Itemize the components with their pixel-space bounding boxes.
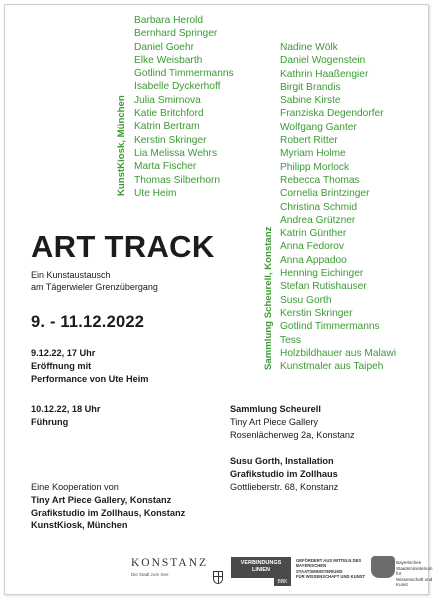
artist-name: Daniel Goehr bbox=[134, 41, 195, 53]
event-dates: 9. - 11.12.2022 bbox=[31, 313, 145, 331]
venue-org: Tiny Art Piece Gallery bbox=[230, 416, 318, 427]
konstanz-crest-icon bbox=[213, 571, 223, 584]
artist-name: Isabelle Dyckerhoff bbox=[134, 81, 221, 93]
funding-line: BAYERISCHEN STAATSMINISTERIUMS bbox=[296, 563, 343, 574]
artist-name: Tess bbox=[280, 334, 301, 346]
venue-name: Sammlung Scheurell bbox=[230, 404, 321, 414]
artist-name: Bernhard Springer bbox=[134, 28, 218, 40]
artist-name: Barbara Herold bbox=[134, 15, 204, 26]
event-opening bbox=[31, 347, 148, 385]
event-opening-title: Eröffnung mit bbox=[31, 360, 92, 371]
artist-name: Kerstin Skringer bbox=[280, 307, 353, 319]
kunstkiosk-artist-list bbox=[134, 14, 234, 200]
artist-name: Elke Weisbarth bbox=[134, 54, 203, 66]
verbindungslinien-line: LINIEN bbox=[251, 567, 271, 573]
artist-name: Kerstin Skringer bbox=[134, 134, 207, 146]
sponsor-logos bbox=[11, 551, 433, 592]
scheuerll-artist-list bbox=[280, 41, 396, 373]
subtitle-line: am Tägerwieler Grenzübergang bbox=[31, 282, 158, 292]
artist-name: Wolfgang Ganter bbox=[280, 121, 357, 133]
artist-name: Julia Smirnova bbox=[134, 94, 201, 106]
cooperation bbox=[31, 481, 185, 532]
artist-name: Anna Appadoo bbox=[280, 254, 347, 266]
artist-name: Anna Fedorov bbox=[280, 241, 344, 253]
artist-name: Holzbildhauer aus Malawi bbox=[280, 347, 397, 359]
artist-name: Stefan Rutishauser bbox=[280, 281, 367, 293]
scheuerll-label: Sammlung Scheurell, Konstanz bbox=[263, 226, 274, 370]
artist-name: Sabine Kirste bbox=[280, 95, 341, 107]
artist-name: Henning Eichinger bbox=[280, 268, 364, 280]
bbk-logo: BBK bbox=[274, 578, 291, 586]
verbindungslinien-logo bbox=[231, 557, 291, 578]
artist-name: Rebecca Thomas bbox=[280, 174, 360, 186]
artist-name: Katrin Günther bbox=[280, 228, 347, 240]
artist-name: Nadine Wölk bbox=[280, 42, 338, 53]
subtitle bbox=[31, 269, 158, 293]
funding-line: GEFÖRDERT AUS MITTELN DES bbox=[296, 558, 362, 563]
artist-name: Susu Gorth bbox=[280, 294, 332, 306]
artist-name: Gotlind Timmermanns bbox=[134, 68, 234, 80]
bavaria-ministry bbox=[396, 560, 433, 588]
artist-name: Katrin Bertram bbox=[134, 121, 200, 133]
artist-name: Kunstmaler aus Taipeh bbox=[280, 361, 384, 373]
bavaria-line: Wissenschaft und Kunst bbox=[396, 576, 433, 587]
artist-name: Daniel Wogenstein bbox=[280, 55, 366, 67]
event-opening-detail: Performance von Ute Heim bbox=[31, 373, 149, 384]
artist-name: Christina Schmid bbox=[280, 201, 357, 213]
cooperation-partner: Grafikstudio im Zollhaus, Konstanz bbox=[31, 507, 186, 518]
event-tour-date: 10.12.22, 18 Uhr bbox=[31, 404, 101, 414]
konstanz-logo: KONSTANZ bbox=[131, 557, 209, 569]
artist-name: Kathrin Haaßengier bbox=[280, 68, 369, 80]
artist-name: Myriam Holme bbox=[280, 148, 346, 160]
artist-name: Gotlind Timmermanns bbox=[280, 321, 380, 333]
venue-zollhaus bbox=[230, 455, 338, 493]
event-tour bbox=[31, 403, 100, 429]
artist-name: Ute Heim bbox=[134, 187, 177, 199]
artist-name: Birgit Brandis bbox=[280, 81, 341, 93]
artist-name: Philipp Morlock bbox=[280, 161, 350, 173]
cooperation-partner: KunstKiosk, München bbox=[31, 520, 128, 531]
venue-scheuerll bbox=[230, 403, 355, 441]
funding-line: FÜR WISSENSCHAFT UND KUNST bbox=[296, 574, 366, 580]
event-opening-date: 9.12.22, 17 Uhr bbox=[31, 348, 96, 358]
artist-name: Lia Melissa Wehrs bbox=[134, 147, 218, 159]
venue-name: Susu Gorth, Installation bbox=[230, 456, 334, 466]
konstanz-tagline: Die Stadt zum See bbox=[131, 572, 169, 577]
artist-name: Thomas Silberhorn bbox=[134, 174, 221, 186]
artist-name: Andrea Grützner bbox=[280, 214, 356, 226]
venue-org: Grafikstudio im Zollhaus bbox=[230, 468, 338, 479]
funding-note bbox=[296, 558, 370, 580]
bavaria-crest-icon bbox=[371, 556, 395, 578]
bavaria-line: Bayerisches Staatsministerium für bbox=[396, 560, 433, 576]
artist-name: Cornelia Brintzinger bbox=[280, 188, 370, 200]
venue-address: Gottlieberstr. 68, Konstanz bbox=[230, 481, 339, 492]
verbindungslinien-line: VERBINDUNGS bbox=[240, 560, 282, 566]
cooperation-partner: Tiny Art Piece Gallery, Konstanz bbox=[31, 494, 172, 505]
artist-name: Franziska Degendorfer bbox=[280, 108, 384, 120]
event-tour-title: Führung bbox=[31, 416, 69, 427]
venue-address: Rosenlächerweg 2a, Konstanz bbox=[230, 429, 355, 440]
subtitle-line: Ein Kunstaustausch bbox=[31, 270, 111, 280]
artist-name: Robert Ritter bbox=[280, 135, 338, 147]
artist-name: Katie Britchford bbox=[134, 108, 204, 120]
artist-name: Marta Fischer bbox=[134, 161, 197, 173]
kunstkiosk-label: KunstKiosk, München bbox=[116, 95, 127, 196]
page-title: ART TRACK bbox=[31, 229, 215, 264]
cooperation-intro: Eine Kooperation von bbox=[31, 482, 119, 492]
